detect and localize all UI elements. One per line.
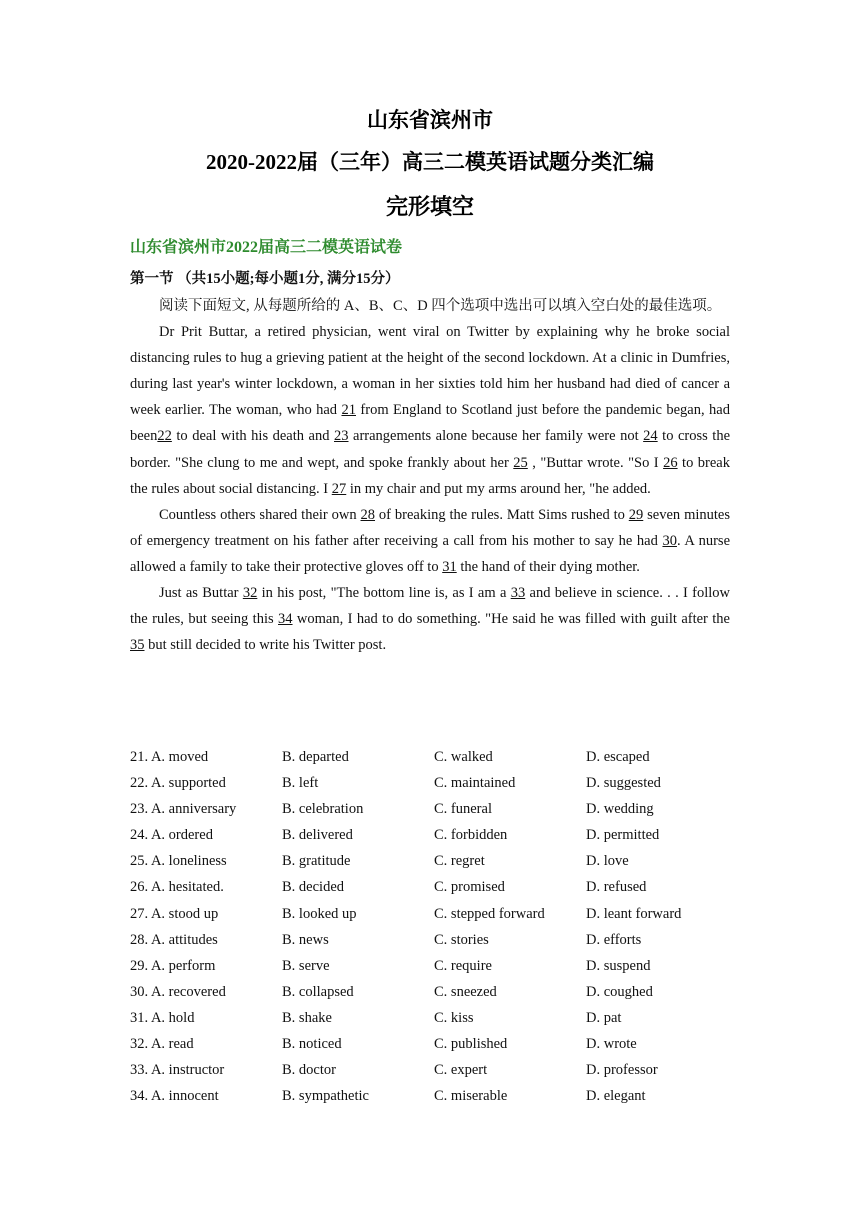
option-a: 31. A. hold [130, 1009, 195, 1026]
part-heading: 第一节 （共15小题;每小题1分, 满分15分） [130, 271, 400, 287]
option-c: C. regret [434, 853, 485, 870]
option-row [130, 1057, 738, 1083]
option-b: B. news [282, 931, 329, 948]
blank-28: 28 [360, 506, 376, 523]
option-b: B. sympathetic [282, 1088, 369, 1105]
blank-27: 27 [331, 480, 347, 497]
option-c: C. walked [434, 749, 493, 765]
text-span: . A nurse allowed a family to take their protective gloves off to [130, 532, 731, 575]
option-c: C. maintained [434, 775, 516, 792]
option-row [130, 1083, 738, 1109]
blank-31: 31 [442, 558, 457, 575]
text-span: to deal with his death and [171, 428, 334, 445]
text-span: Just as Buttar [159, 585, 243, 602]
option-a: 26. A. hesitated. [130, 879, 224, 896]
text-span: but still decided to write his Twitter post. [144, 637, 387, 654]
option-row [130, 1005, 738, 1031]
option-row [130, 927, 738, 953]
text-span: arrangements alone because her family were not [348, 428, 644, 445]
text-span: to break the rules about social distancing. I [130, 454, 730, 497]
option-c: C. stories [434, 931, 489, 948]
option-b: B. left [282, 775, 319, 792]
blank-24: 24 [643, 428, 658, 445]
blank-33: 33 [510, 585, 526, 602]
option-d: D. professor [586, 1062, 658, 1079]
text-span: in his post, "The bottom line is, as I am a [257, 585, 511, 602]
text-span: and believe in science. . . I follow the rules, but seeing this [130, 585, 730, 628]
option-c: C. require [434, 957, 492, 974]
blank-35: 35 [130, 637, 145, 654]
option-row [130, 744, 738, 770]
option-row [130, 901, 738, 927]
text-span: of breaking the rules. Matt Sims rushed to [375, 506, 629, 523]
option-c: C. published [434, 1036, 508, 1053]
option-a: 34. A. innocent [130, 1088, 219, 1105]
option-b: B. departed [282, 749, 349, 765]
option-d: D. leant forward [586, 905, 682, 922]
blank-30: 30 [662, 532, 677, 549]
option-row [130, 770, 738, 796]
passage-body [130, 293, 730, 658]
option-a: 33. A. instructor [130, 1062, 225, 1079]
option-a: 22. A. supported [130, 775, 226, 792]
blank-26: 26 [663, 454, 678, 471]
option-b: B. serve [282, 957, 330, 974]
section-title: 山东省滨州市2022届高三二模英语试卷 [130, 239, 403, 256]
option-d: D. refused [586, 879, 647, 896]
option-b: B. delivered [282, 827, 353, 844]
option-a: 21. A. moved [130, 749, 209, 765]
option-d: D. efforts [586, 931, 642, 948]
option-row [130, 953, 738, 979]
option-d: D. suspend [586, 957, 651, 974]
passage-paragraph-3 [130, 580, 730, 658]
doc-title-topic: 完形填空 [385, 194, 474, 219]
option-b: B. looked up [282, 905, 357, 922]
option-d: D. elegant [586, 1088, 646, 1105]
option-b: B. collapsed [282, 983, 354, 1000]
blank-22: 22 [157, 428, 172, 445]
option-d: D. pat [586, 1009, 622, 1026]
option-c: C. forbidden [434, 827, 508, 844]
option-a: 25. A. loneliness [130, 853, 227, 870]
option-c: C. miserable [434, 1088, 508, 1105]
option-a: 32. A. read [130, 1036, 194, 1053]
option-c: C. funeral [434, 801, 492, 818]
option-c: C. sneezed [434, 983, 497, 1000]
option-b: B. shake [282, 1009, 332, 1026]
blank-34: 34 [278, 611, 293, 628]
option-a: 24. A. ordered [130, 827, 213, 844]
option-c: C. promised [434, 879, 505, 896]
option-a: 29. A. perform [130, 957, 216, 974]
instruction-paragraph: 阅读下面短文, 从每题所给的 A、B、C、D 四个选项中选出可以填入空白处的最佳选项。 [159, 298, 722, 314]
blank-21: 21 [341, 402, 356, 419]
option-d: D. suggested [586, 775, 661, 792]
option-d: D. wedding [586, 801, 654, 818]
text-span: Dr Prit Buttar, a retired physician, went viral on Twitter by explaining why he broke social distancing rules to hug a grieving patient at the height of the second lockdown. At a clinic in Dumfries, during last year's winter lockdown, a woman in her sixties told him her husband had died of cancer a week earlier. The woman, who had [130, 324, 730, 419]
option-row [130, 848, 738, 874]
blank-25: 25 [513, 454, 528, 471]
option-a: 27. A. stood up [130, 905, 219, 922]
text-span: seven minutes of emergency treatment on his father after receiving a call from his mother to say he had [130, 506, 730, 549]
option-row [130, 874, 738, 900]
option-row [130, 1031, 738, 1057]
option-a: 23. A. anniversary [130, 801, 237, 818]
option-a: 30. A. recovered [130, 983, 226, 1000]
option-c: C. kiss [434, 1009, 474, 1026]
option-d: D. wrote [586, 1036, 637, 1053]
text-span: Countless others shared their own [159, 506, 361, 523]
option-b: B. doctor [282, 1062, 336, 1079]
text-span: woman, I had to do something. "He said he was filled with guilt after the [292, 611, 730, 628]
option-row [130, 796, 738, 822]
option-c: C. stepped forward [434, 905, 545, 922]
passage-paragraph-1 [130, 319, 730, 502]
passage-paragraph-2 [130, 502, 730, 580]
option-d: D. escaped [586, 749, 650, 765]
option-d: D. love [586, 853, 629, 870]
options-list [130, 744, 738, 1109]
option-b: B. gratitude [282, 853, 351, 870]
text-span: the hand of their dying mother. [456, 558, 640, 575]
option-d: D. permitted [586, 827, 660, 844]
option-b: B. celebration [282, 801, 364, 818]
option-d: D. coughed [586, 983, 653, 1000]
option-row [130, 979, 738, 1005]
text-span: to cross the border. "She clung to me and wept, and spoke frankly about her [130, 428, 731, 471]
doc-title-main: 2020-2022届（三年）高三二模英语试题分类汇编 [206, 150, 654, 174]
text-span: in my chair and put my arms around her, "he added. [346, 480, 651, 497]
doc-title-region: 山东省滨州市 [367, 108, 493, 132]
text-span: from England to Scotland just before the pandemic began, had been [130, 402, 730, 445]
option-a: 28. A. attitudes [130, 931, 218, 948]
text-span: , "Buttar wrote. "So I [527, 454, 664, 471]
option-c: C. expert [434, 1062, 488, 1079]
blank-23: 23 [334, 428, 349, 445]
option-b: B. noticed [282, 1036, 342, 1053]
blank-29: 29 [628, 506, 644, 523]
option-row [130, 822, 738, 848]
option-b: B. decided [282, 879, 345, 896]
blank-32: 32 [242, 585, 258, 602]
